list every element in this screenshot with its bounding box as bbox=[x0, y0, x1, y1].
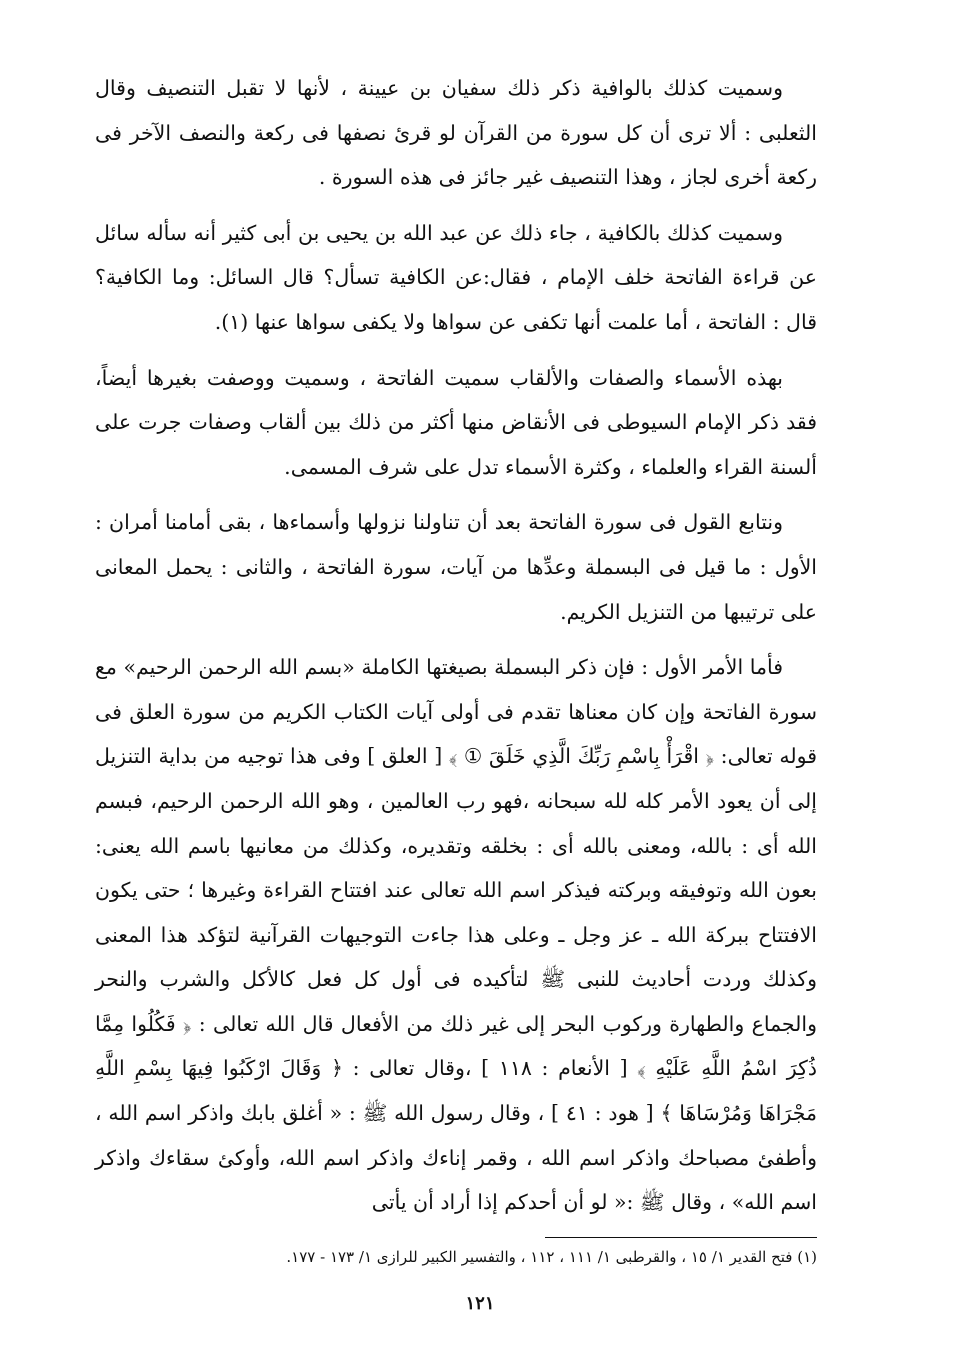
main-text bbox=[95, 66, 817, 1236]
footnote-divider bbox=[545, 1237, 817, 1238]
paragraph-al-kafiya: وسميت كذلك بالكافية ، جاء ذلك عن عبد الله بن يحيى بن أبى كثير أنه سأله سائل عن قراءة الفاتحة خلف الإمام ، فقال:عن الكافية تسأل؟ قال السائل: وما الكافية؟ قال : الفاتحة ، أما علمت أنها تكفى عن سواها ولا يكفى سواها عنها (١). bbox=[95, 220, 817, 334]
footnote: (١) فتح القدير ١/ ١٥ ، والقرطبى ١/ ١١١ ، ١١٢ ، والتفسير الكبير للرازى ١/ ١٧٣ - ١٧٧. bbox=[286, 1248, 817, 1266]
paragraph-basmala: فأما الأمر الأول : فإن ذكر البسملة بصيغتها الكاملة «بسم الله الرحمن الرحيم» مع سورة الفاتحة وإن كان معناها تقدم فى أولى آيات الكتاب الكريم من سورة العلق فى قوله تعالى: ﴿ اقْرَأْ بِاسْمِ رَبِّكَ الَّذِي خَلَقَ ① ﴾ [ العلق ] وفى هذا توجيه من بداية التنزيل إلى أن يعود الأمر كله لله سبحانه ،فهو رب العالمين ، وهو الله الرحمن الرحيم، فبسم الله أى : بالله، ومعنى بالله أى : بخلقه وتقديره، وكذلك من معانيها باسم الله يعنى: بعون الله وتوفيقه وبركته فيذكر اسم الله تعالى عند افتتاح القراءة وغيرها ؛ حتى يكون الافتتاح ببركة الله ـ عز وجل ـ وعلى هذا جاءت التوجيهات القرآنية لتؤكد هذا المعنى وكذلك وردت أحاديث للنبى ﷺ لتأكيده فى أول كل فعل كالأكل والشرب والنحر والجماع والطهارة وركوب البحر إلى غير ذلك من الأفعال قال الله تعالى : ﴿ فَكُلُوا مِمَّا ذُكِرَ اسْمُ اللَّهِ عَلَيْهِ ﴾ [ الأنعام : ١١٨ ] ،وقال تعالى : ﴿ وَقَالَ ارْكَبُوا فِيهَا بِسْمِ اللَّهِ مَجْرَاهَا وَمُرْسَاهَا ﴾ [ هود : ٤١ ] ، وقال رسول الله ﷺ : « أغلق بابك واذكر اسم الله ، وأطفئ مصباحك واذكر اسم الله ، وقمر إناءك واذكر اسم الله، وأوكئ سقاءك واذكر اسم الله» ، وقال ﷺ :« لو أن أحدكم إذا أراد أن يأتى bbox=[95, 655, 817, 1215]
paragraph-other-names: بهذه الأسماء والصفات والألقاب سميت الفاتحة ، وسميت ووصفت بغيرها أيضاً، فقد ذكر الإمام السيوطى فى الأنقاض منها أكثر من ذلك بين ألقاب وصفات جرت على ألسنة القراء والعلماء ، وكثرة الأسماء تدل على شرف المسمى. bbox=[95, 365, 817, 479]
paragraph-two-matters: ونتابع القول فى سورة الفاتحة بعد أن تناولنا نزولها وأسماءها ، بقى أمامنا أمران : الأول : ما قيل فى البسملة وعدِّها من آيات، سورة الفاتحة ، والثانى : يحمل المعانى على ترتيبها من التنزيل الكريم. bbox=[95, 510, 817, 624]
page-number: ١٢١ bbox=[465, 1293, 495, 1314]
paragraph-al-wafiya: وسميت كذلك بالوافية ذكر ذلك سفيان بن عيينة ، لأنها لا تقبل التنصيف وقال الثعلبى : ألا ترى أن كل سورة من القرآن لو قرئ نصفها فى ركعة والنصف الآخر فى ركعة أخرى لجاز ، وهذا التنصيف غير جائز فى هذه السورة . bbox=[95, 76, 817, 190]
